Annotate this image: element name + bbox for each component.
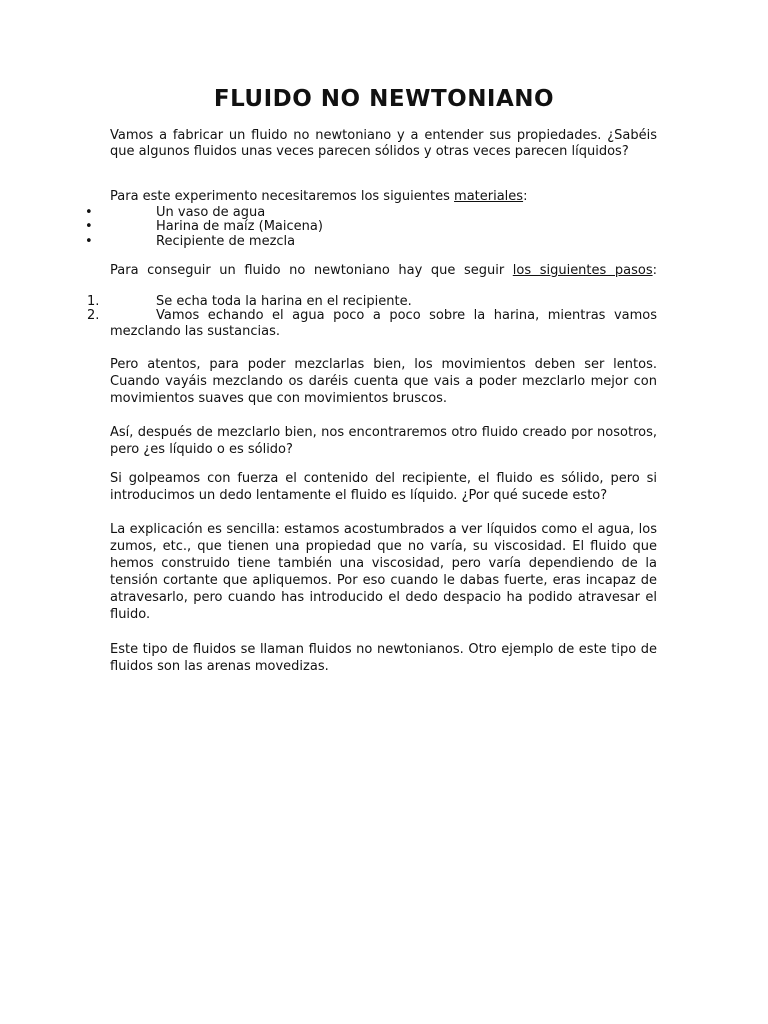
material-item: Un vaso de agua [156, 205, 266, 220]
bullet-icon: • [85, 234, 93, 249]
paragraph-1: Pero atentos, para poder mezclarlas bien, los movimientos deben ser lentos. Cuando vayáis mezclando os daréis cuenta que vais a poder mezclarlo mejor con movimientos suaves que con movimientos bruscos. [110, 357, 657, 406]
steps-underlined: los siguientes pasos [512, 263, 653, 278]
materials-underlined: materiales [454, 189, 524, 204]
steps-heading [110, 263, 657, 279]
bullet-icon: • [85, 219, 93, 234]
document-title: FLUIDO NO NEWTONIANO [213, 86, 555, 112]
materials-heading [110, 189, 657, 205]
step-number: 1. [87, 294, 100, 309]
material-item: Recipiente de mezcla [156, 234, 296, 249]
bullet-icon: • [85, 205, 93, 220]
materials-colon: : [523, 189, 528, 204]
paragraph-5: Este tipo de fluidos se llaman fluidos no newtonianos. Otro ejemplo de este tipo de fluidos son las arenas movedizas. [110, 642, 657, 674]
material-item: Harina de maíz (Maicena) [156, 219, 323, 234]
intro-paragraph: Vamos a fabricar un fluido no newtoniano y a entender sus propiedades. ¿Sabéis que algunos fluidos unas veces parecen sólidos y otras veces parecen líquidos? [110, 128, 657, 159]
paragraph-2: Así, después de mezclarlo bien, nos encontraremos otro fluido creado por nosotros, pero ¿es líquido o es sólido? [110, 425, 657, 457]
materials-lead: Para este experimento necesitaremos los siguientes [110, 189, 455, 204]
step-number: 2. [87, 308, 100, 323]
steps-colon: : [652, 263, 657, 278]
step-text: Se echa toda la harina en el recipiente. [156, 294, 412, 309]
steps-lead: Para conseguir un fluido no newtoniano hay que seguir [110, 263, 513, 278]
step-text: Vamos echando el agua poco a poco sobre la harina, mientras vamos mezclando las sustancias. [110, 308, 657, 339]
paragraph-4: La explicación es sencilla: estamos acostumbrados a ver líquidos como el agua, los zumos, etc., que tienen una propiedad que no varía, su viscosidad. El fluido que hemos construido tiene también una viscosidad, pero varía dependiendo de la tensión cortante que apliquemos. Por eso cuando le dabas fuerte, eras incapaz de atravesarlo, pero cuando has introducido el dedo despacio ha podido atravesar el fluido. [110, 522, 657, 622]
paragraph-3: Si golpeamos con fuerza el contenido del recipiente, el fluido es sólido, pero si introducimos un dedo lentamente el fluido es líquido. ¿Por qué sucede esto? [110, 471, 657, 503]
